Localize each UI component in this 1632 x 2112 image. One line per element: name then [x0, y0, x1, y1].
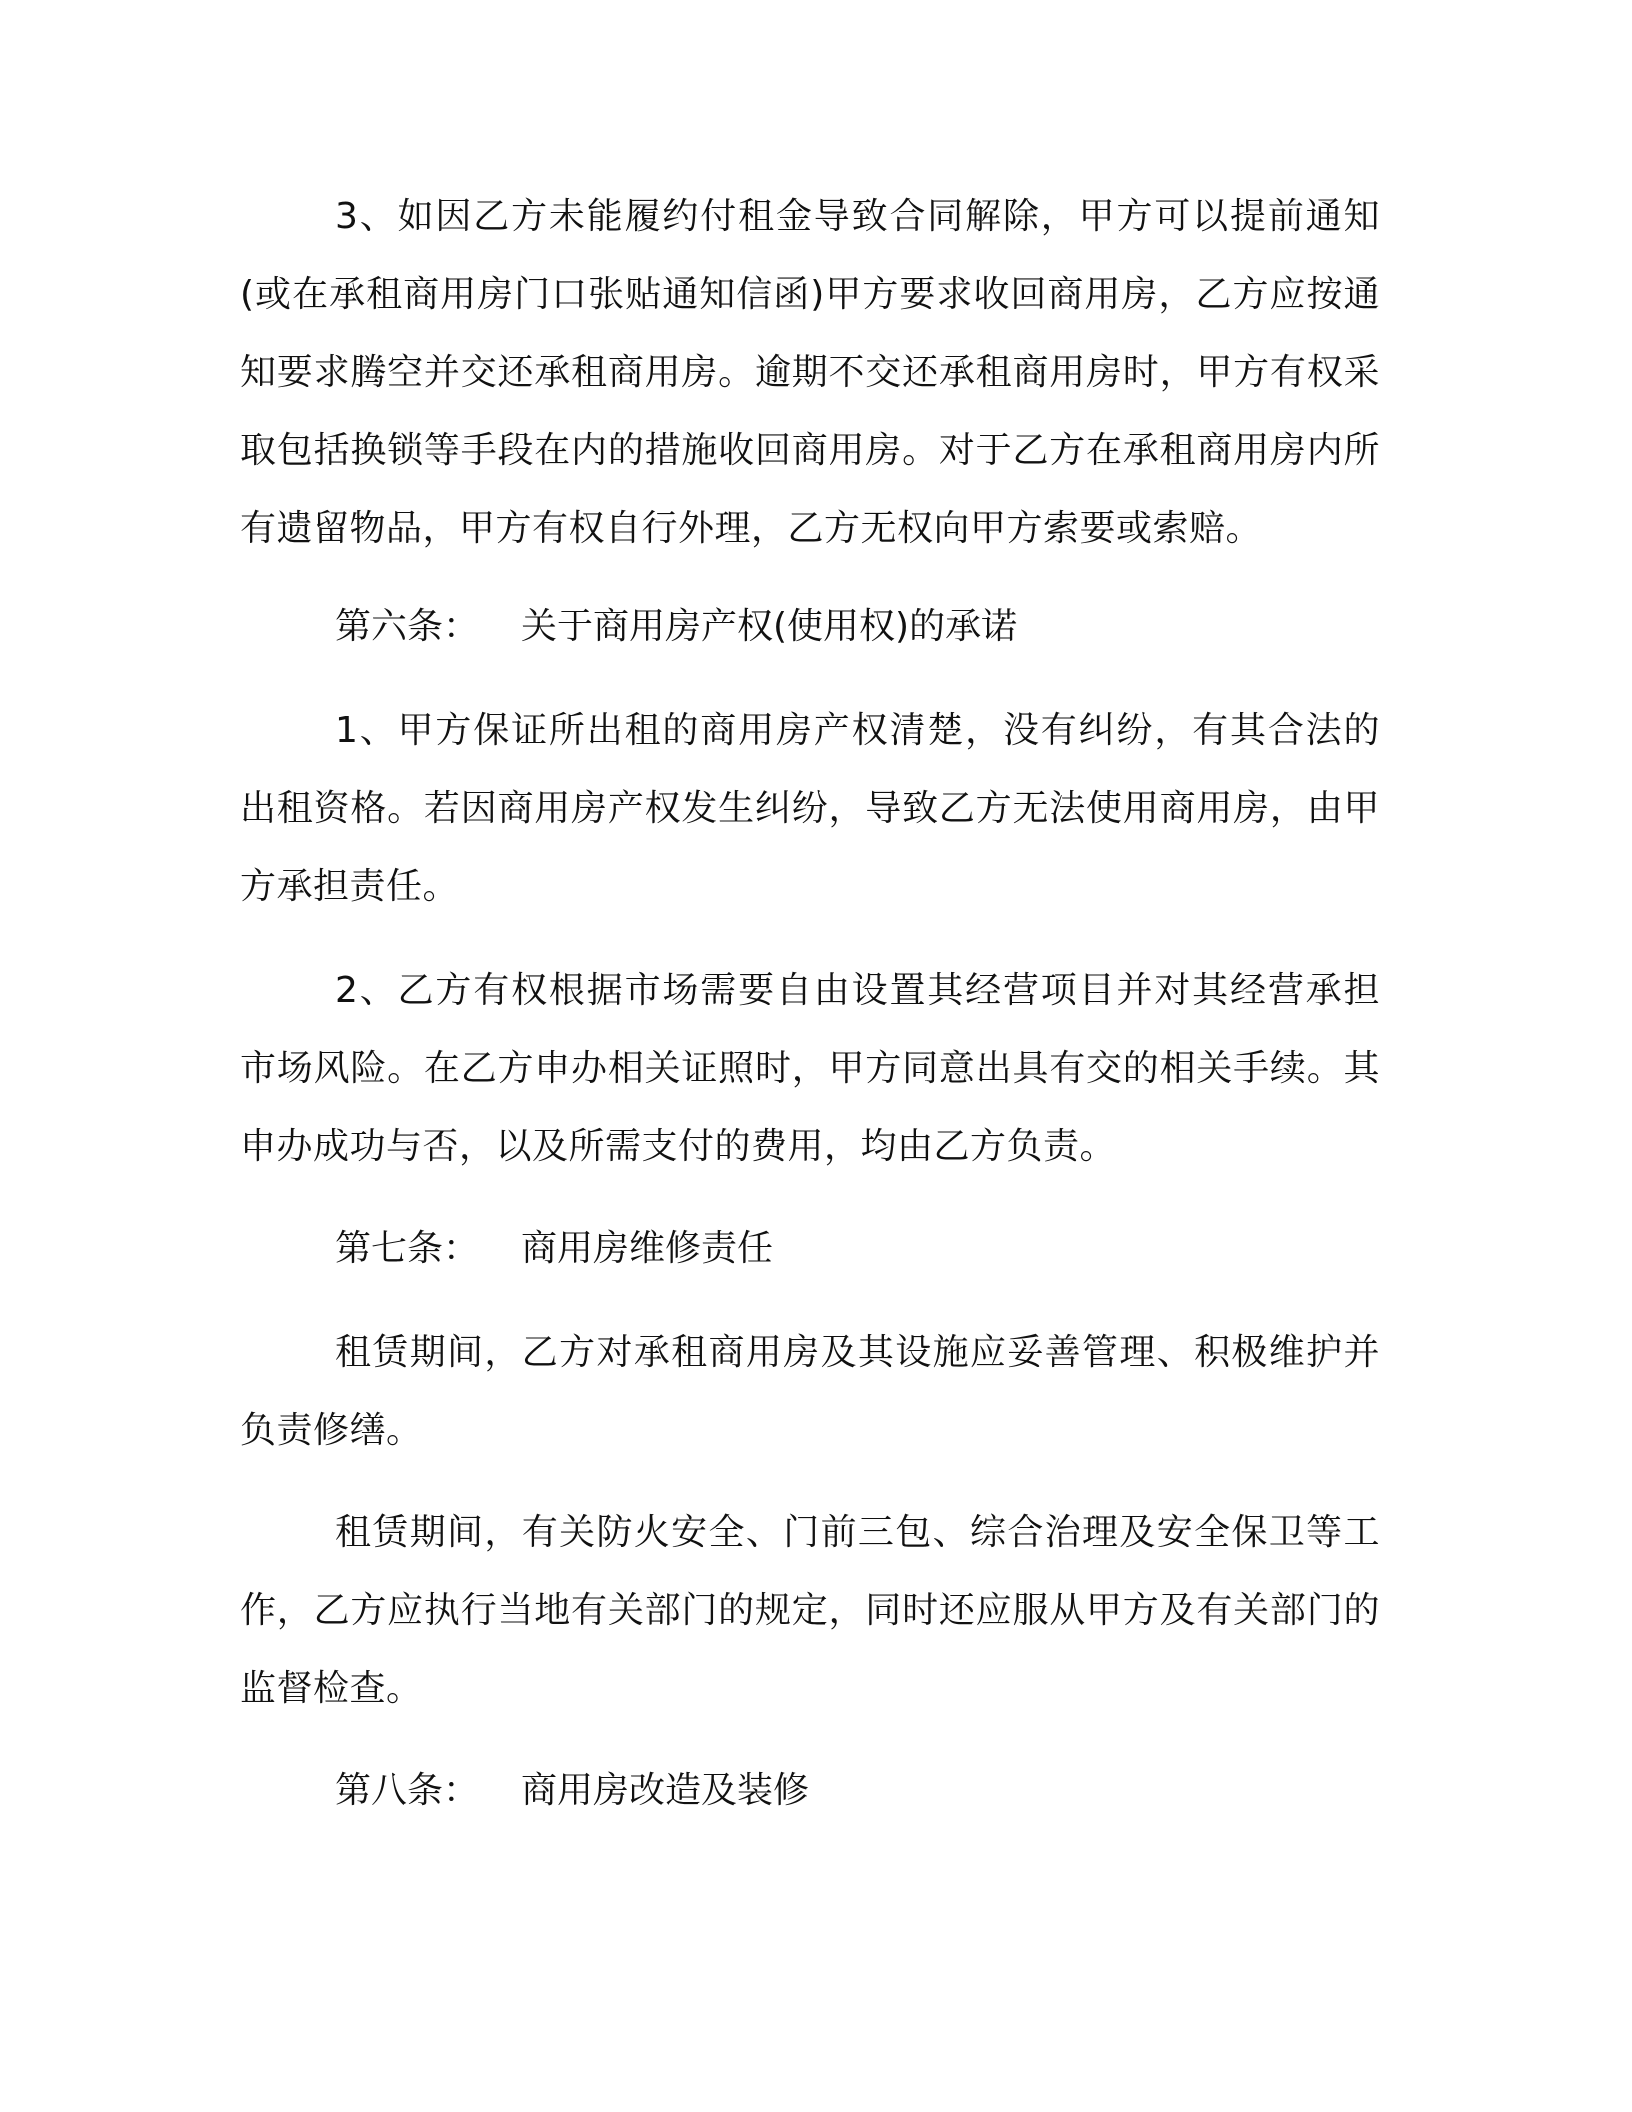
article-8-title: 商用房改造及装修	[521, 1770, 810, 1811]
article-7-heading	[335, 1210, 773, 1288]
article-6-number: 第六条：	[335, 606, 480, 647]
article-7-title: 商用房维修责任	[521, 1228, 774, 1269]
article-6-item-2-paragraph: 2、乙方有权根据市场需要自由设置其经营项目并对其经营承担市场风险。在乙方申办相关证照时，甲方同意出具有交的相关手续。其申办成功与否，以及所需支付的费用，均由乙方负责。	[240, 970, 1380, 1167]
article-7-paragraph-1: 租赁期间，乙方对承租商用房及其设施应妥善管理、积极维护并负责修缮。	[240, 1332, 1380, 1451]
article-8-number: 第八条：	[335, 1770, 480, 1811]
clause-5-item-3-paragraph: 3、如因乙方未能履约付租金导致合同解除，甲方可以提前通知(或在承租商用房门口张贴通知信函)甲方要求收回商用房，乙方应按通知要求腾空并交还承租商用房。逾期不交还承租商用房时，甲方有权采取包括换锁等手段在内的措施收回商用房。对于乙方在承租商用房内所有遗留物品，甲方有权自行外理，乙方无权向甲方索要或索赔。	[240, 196, 1380, 549]
article-6-title: 关于商用房产权(使用权)的承诺	[521, 606, 1018, 647]
article-6-heading	[335, 588, 1017, 666]
article-7-number: 第七条：	[335, 1228, 480, 1269]
article-6-item-1-paragraph: 1、甲方保证所出租的商用房产权清楚，没有纠纷，有其合法的出租资格。若因商用房产权发生纠纷，导致乙方无法使用商用房，由甲方承担责任。	[240, 710, 1380, 907]
article-8-heading	[335, 1752, 809, 1830]
article-7-paragraph-2: 租赁期间，有关防火安全、门前三包、综合治理及安全保卫等工作，乙方应执行当地有关部门的规定，同时还应服从甲方及有关部门的监督检查。	[240, 1512, 1380, 1709]
